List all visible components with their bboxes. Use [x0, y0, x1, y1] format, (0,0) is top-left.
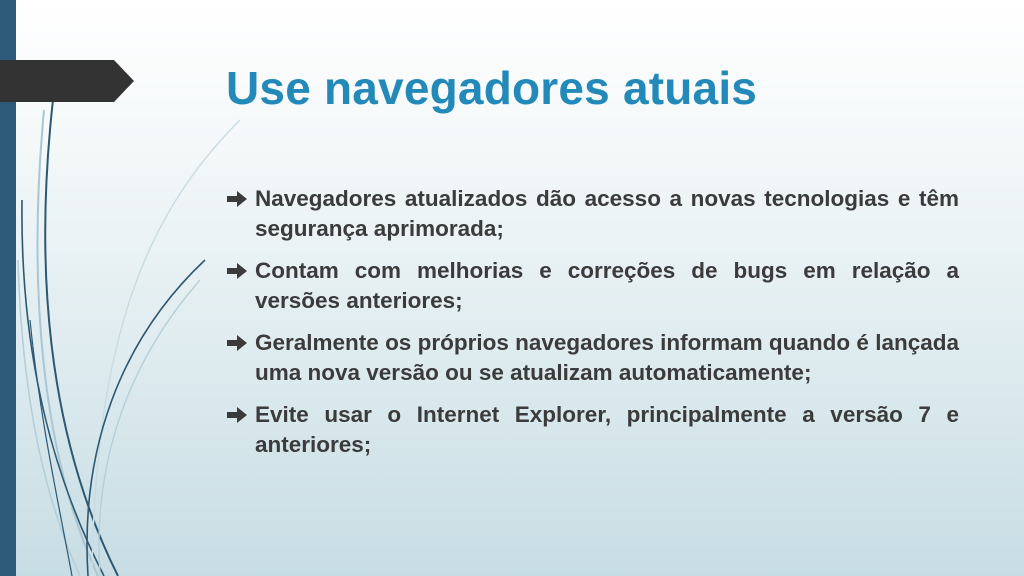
right-arrow-icon — [227, 191, 247, 207]
bullet-text: Contam com melhorias e correções de bugs em relação a versões anteriores; — [255, 258, 959, 313]
bullet-item — [227, 184, 959, 244]
bullet-item — [227, 400, 959, 460]
right-arrow-icon — [227, 335, 247, 351]
bullet-list — [227, 184, 959, 472]
bullet-item — [227, 328, 959, 388]
bullet-text: Navegadores atualizados dão acesso a novas tecnologias e têm segurança aprimorada; — [255, 186, 959, 241]
bullet-text: Evite usar o Internet Explorer, principalmente a versão 7 e anteriores; — [255, 402, 959, 457]
right-arrow-icon — [227, 407, 247, 423]
slide-title: Use navegadores atuais — [226, 62, 758, 114]
right-arrow-icon — [227, 263, 247, 279]
bullet-text: Geralmente os próprios navegadores informam quando é lançada uma nova versão ou se atualizam automaticamente; — [255, 330, 959, 385]
bullet-item — [227, 256, 959, 316]
title-tab-arrow-icon — [0, 60, 134, 102]
